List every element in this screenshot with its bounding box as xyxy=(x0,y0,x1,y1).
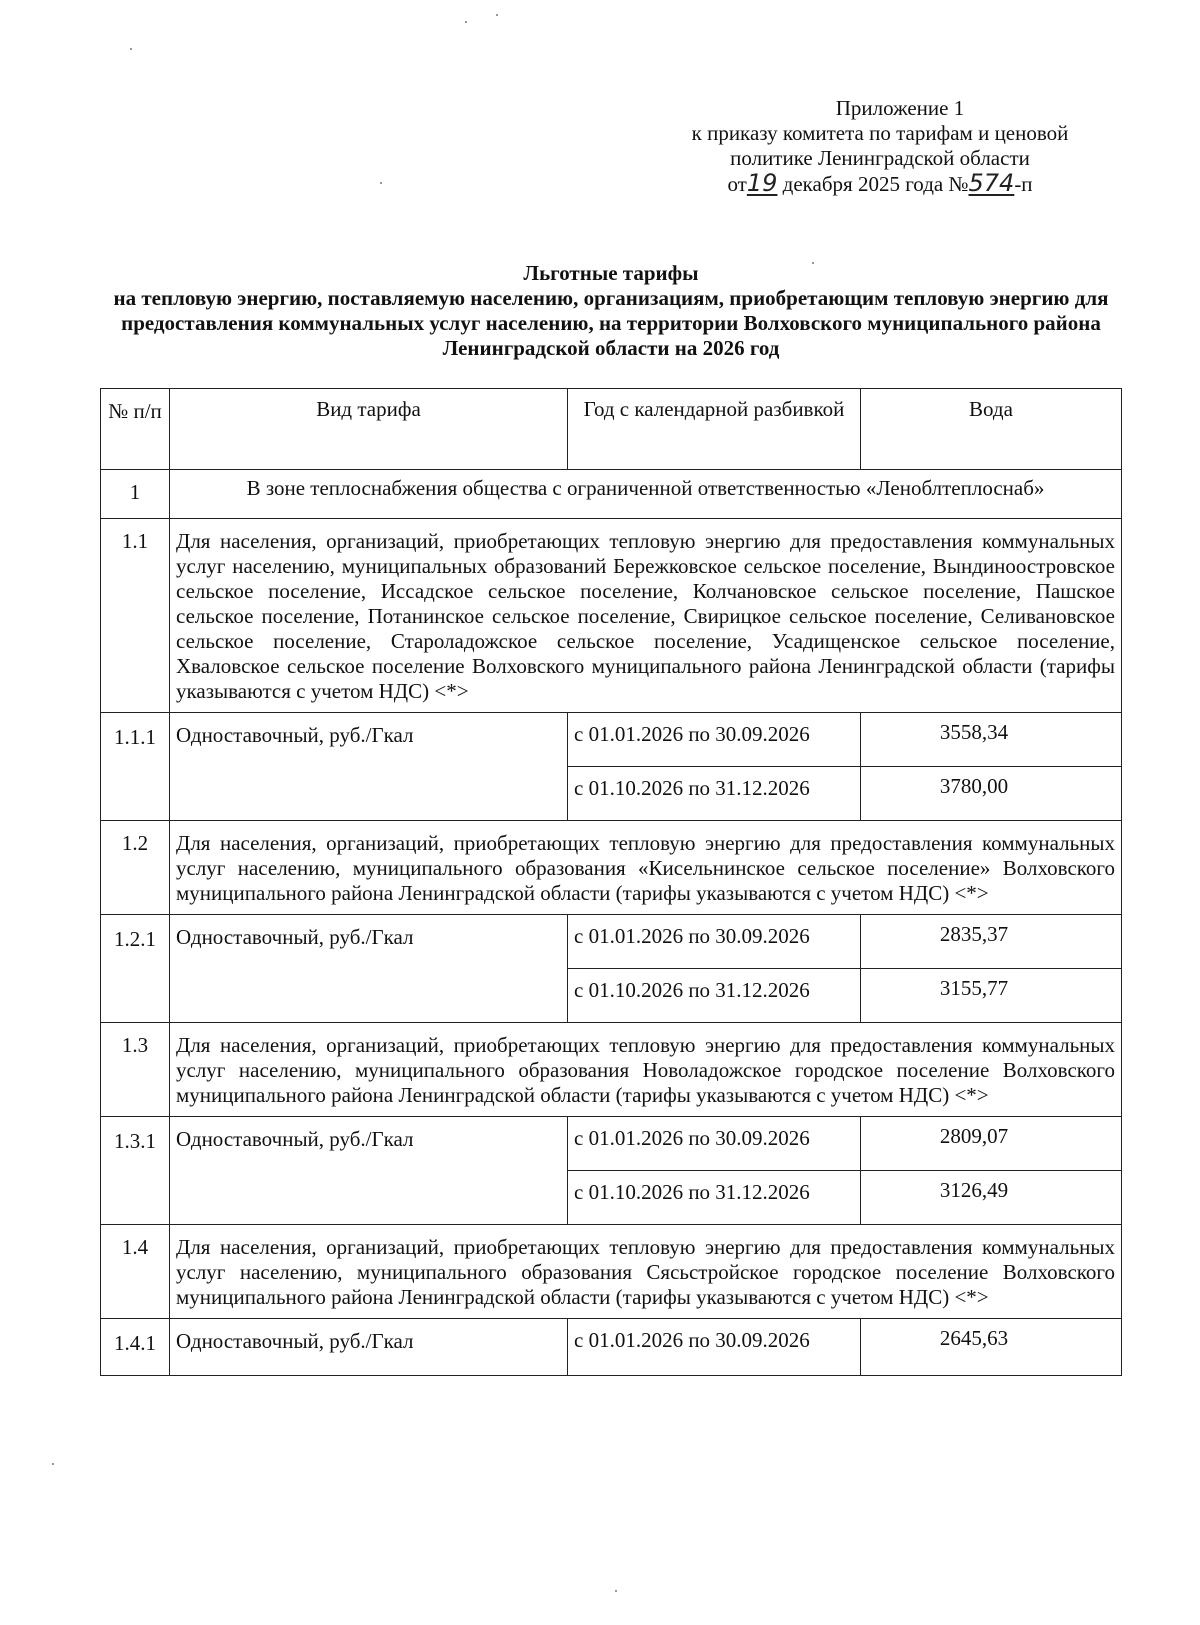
group-row xyxy=(101,519,1122,713)
tariff-value: 3126,49 xyxy=(861,1171,1122,1225)
group-text: Для населения, организаций, приобретающих тепловую энергию для предоставления коммунальных услуг населению, муниципальных образований Бережковское сельское поселение, Вындиноостровское сельское поселение, Иссадское сельское поселение, Колчановское сельское поселение, Пашское сельское поселение, Потанинское сельское поселение, Свирицкое сельское поселение, Селивановское сельское поселение, Староладожское сельское поселение, Усадищенское сельское поселение, Хваловское сельское поселение Волховского муниципального района Ленинградской области (тарифы указываются с учетом НДС) <*> xyxy=(170,519,1122,713)
tariff-kind: Одноставочный, руб./Гкал xyxy=(170,1117,568,1225)
scan-speck xyxy=(496,14,498,16)
tariff-period: с 01.10.2026 по 31.12.2026 xyxy=(568,969,861,1023)
tariff-row xyxy=(101,915,1122,969)
title-subheading: на тепловую энергию, поставляемую населению, организациям, приобретающим тепловую энергию для предоставления коммунальных услуг населению, на территории Волховского муниципального района Ленинградской области на 2026 год xyxy=(113,286,1109,360)
scan-speck xyxy=(812,262,814,264)
tariff-period: с 01.01.2026 по 30.09.2026 xyxy=(568,915,861,969)
group-text: Для населения, организаций, приобретающих тепловую энергию для предоставления коммунальных услуг населению, муниципального образования Сясьстройское городское поселение Волховского муниципального района Ленинградской области (тарифы указываются с учетом НДС) <*> xyxy=(170,1225,1122,1319)
appendix-title: Приложение 1 xyxy=(835,96,965,120)
col-header-num: № п/п xyxy=(101,389,170,470)
tariff-num: 1.3.1 xyxy=(101,1117,170,1225)
date-middle: декабря 2025 года № xyxy=(782,172,969,196)
group-row xyxy=(101,821,1122,915)
col-header-kind: Вид тарифа xyxy=(170,389,568,470)
section-text: В зоне теплоснабжения общества с ограниченной ответственностью «Леноблтеплоснаб» xyxy=(170,470,1122,519)
scan-speck xyxy=(130,48,132,50)
group-num: 1.3 xyxy=(101,1023,170,1117)
group-row xyxy=(101,1225,1122,1319)
col-header-water: Вода xyxy=(861,389,1122,470)
table-header-row xyxy=(101,389,1122,470)
col-header-period: Год с календарной разбивкой xyxy=(568,389,861,470)
tariff-period: с 01.10.2026 по 31.12.2026 xyxy=(568,767,861,821)
scan-speck xyxy=(615,1590,617,1592)
tariff-num: 1.1.1 xyxy=(101,713,170,821)
tariff-kind: Одноставочный, руб./Гкал xyxy=(170,915,568,1023)
tariff-num: 1.4.1 xyxy=(101,1319,170,1376)
tariff-row xyxy=(101,1117,1122,1171)
tariff-value: 2645,63 xyxy=(861,1319,1122,1376)
appendix-order-line: к приказу комитета по тарифам и ценовой xyxy=(691,121,1069,145)
scan-speck xyxy=(380,182,382,184)
scan-speck xyxy=(52,1463,54,1465)
document-title xyxy=(96,261,1126,361)
tariff-value: 2835,37 xyxy=(861,915,1122,969)
group-num: 1.1 xyxy=(101,519,170,713)
group-num: 1.4 xyxy=(101,1225,170,1319)
section-row xyxy=(101,470,1122,519)
handwritten-day: 19 xyxy=(746,169,778,197)
appendix-committee-line: политике Ленинградской области xyxy=(730,146,1030,170)
section-num: 1 xyxy=(101,470,170,519)
tariff-row xyxy=(101,713,1122,767)
group-row xyxy=(101,1023,1122,1117)
tariffs-table xyxy=(100,388,1122,1376)
number-suffix: -п xyxy=(1014,172,1033,196)
tariff-period: с 01.01.2026 по 30.09.2026 xyxy=(568,713,861,767)
tariff-value: 3780,00 xyxy=(861,767,1122,821)
group-num: 1.2 xyxy=(101,821,170,915)
handwritten-number: 574 xyxy=(968,169,1015,197)
appendix-date-line xyxy=(620,171,1140,197)
tariff-kind: Одноставочный, руб./Гкал xyxy=(170,713,568,821)
date-prefix: от xyxy=(727,172,747,196)
tariff-value: 2809,07 xyxy=(861,1117,1122,1171)
group-text: Для населения, организаций, приобретающих тепловую энергию для предоставления коммунальных услуг населению, муниципального образования Новоладожское городское поселение Волховского муниципального района Ленинградской области (тарифы указываются с учетом НДС) <*> xyxy=(170,1023,1122,1117)
scan-speck xyxy=(465,21,467,23)
group-text: Для населения, организаций, приобретающих тепловую энергию для предоставления коммунальных услуг населению, муниципального образования «Кисельнинское сельское поселение» Волховского муниципального района Ленинградской области (тарифы указываются с учетом НДС) <*> xyxy=(170,821,1122,915)
tariff-period: с 01.01.2026 по 30.09.2026 xyxy=(568,1319,861,1376)
tariff-row xyxy=(101,1319,1122,1376)
tariff-value: 3558,34 xyxy=(861,713,1122,767)
title-heading: Льготные тарифы xyxy=(523,261,699,285)
tariff-period: с 01.10.2026 по 31.12.2026 xyxy=(568,1171,861,1225)
tariff-value: 3155,77 xyxy=(861,969,1122,1023)
tariff-num: 1.2.1 xyxy=(101,915,170,1023)
appendix-header xyxy=(620,96,1140,197)
tariff-period: с 01.01.2026 по 30.09.2026 xyxy=(568,1117,861,1171)
tariff-kind: Одноставочный, руб./Гкал xyxy=(170,1319,568,1376)
